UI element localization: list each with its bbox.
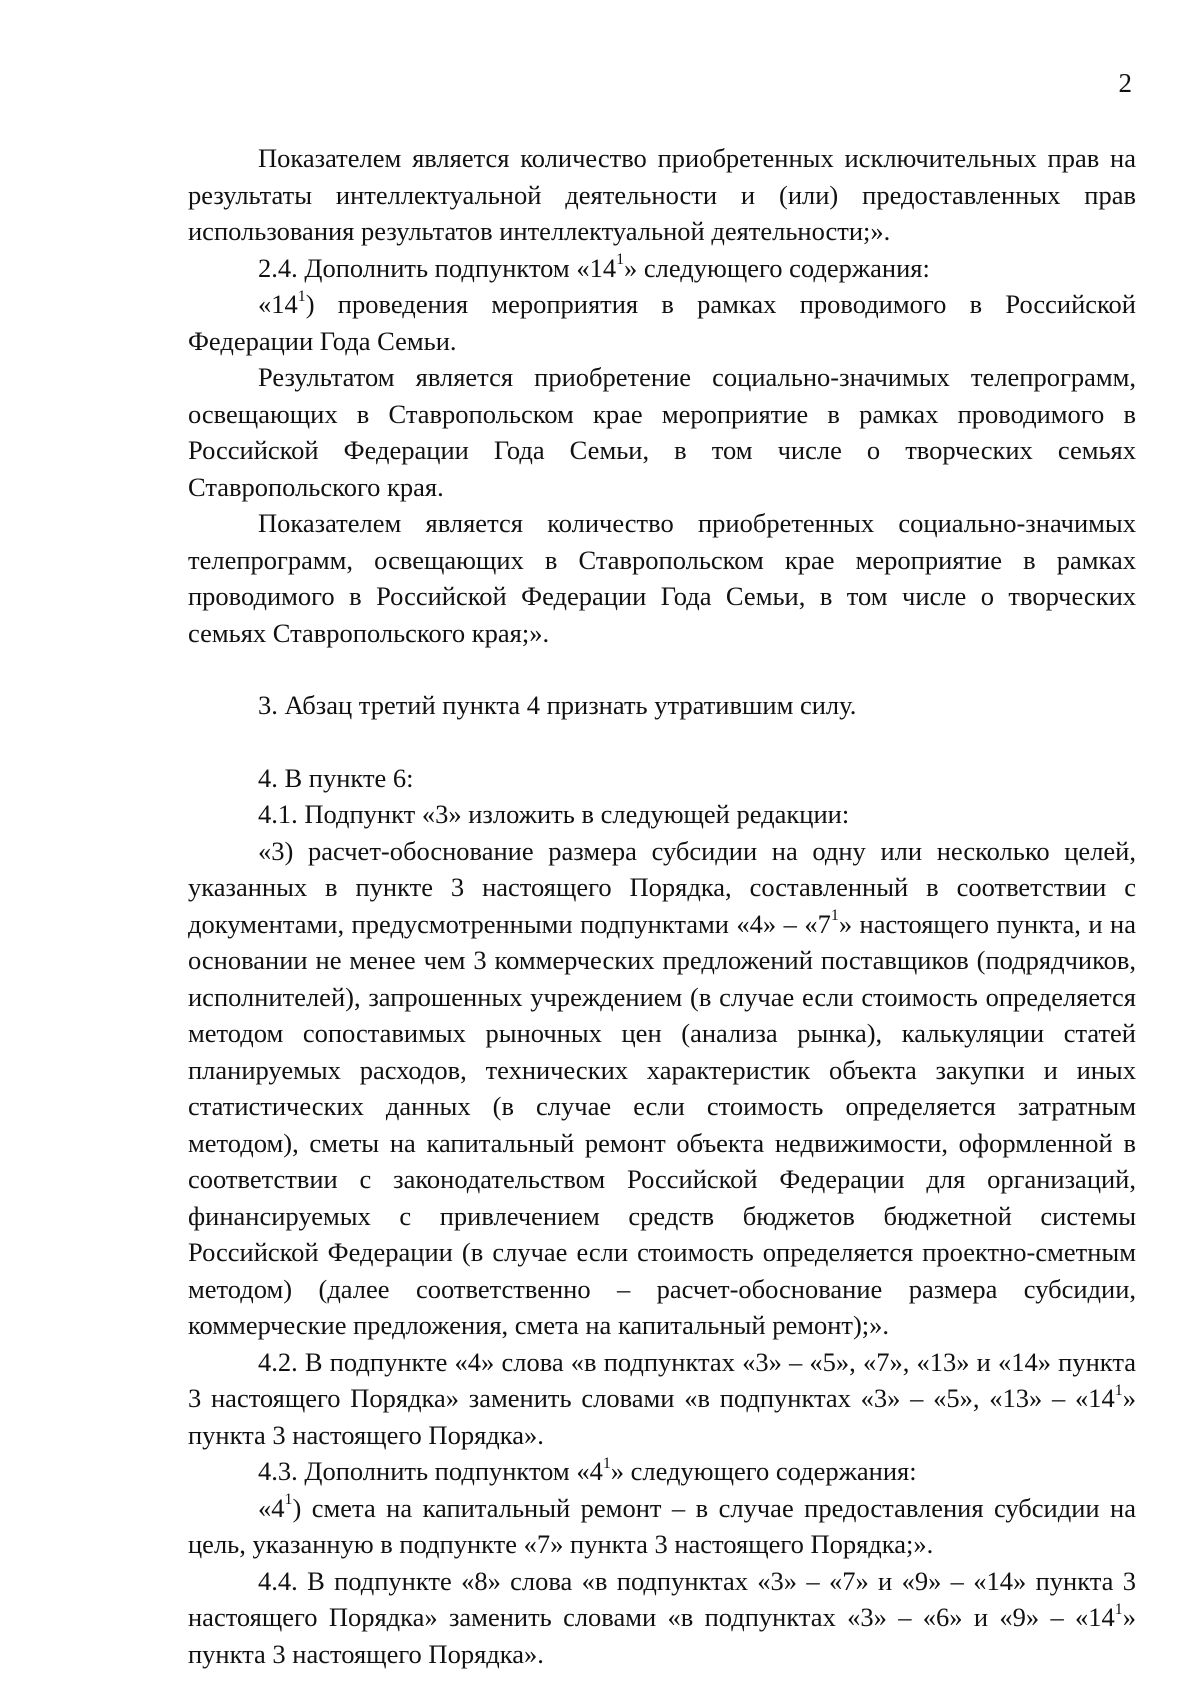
paragraph-4-1: 4.1. Подпункт «3» изложить в следующей редакции:: [258, 799, 850, 829]
paragraph-indicator-tv: Показателем является количество приобретенных социально-значимых телепрограмм, освещающих в Ставропольском крае мероприятие в рамках проводимого в Российской Федерации Года Семьи, в том числе о творческих семьях Ставропольского края;».: [188, 508, 1136, 648]
paragraph-4-2: 4.2. В подпункте «4» слова «в подпунктах «3» – «5», «7», «13» и «14» пункта 3 настоящего Порядка» заменить словами «в подпунктах «3» – «5», «13» – «$14^1$» пункта 3 настоящего Порядка».: [188, 1346, 1136, 1450]
paragraph-subpoint-4-1: «$4^1$) смета на капитальный ремонт – в случае предоставления субсидии на цель, указанную в подпункте «7» пункта 3 настоящего Порядка;».: [188, 1491, 1136, 1559]
paragraph-2-4: 2.4. Дополнить подпунктом «$14^1$» следующего содержания:: [258, 251, 930, 283]
page-number: 2: [1118, 68, 1132, 98]
paragraph-4: 4. В пункте 6:: [258, 762, 414, 793]
paragraph-subpoint-3: «3) расчет-обоснование размера субсидии на одну или несколько целей, указанных в пункте 3 настоящего Порядка, составленный в соответствии с документами, предусмотренными подпунктами «4» – «$7^1$» настоящего пункта, и на основании не менее чем 3 коммерческих предложений поставщиков (подрядчиков, исполнителей), запрошенных учреждением (в случае если стоимость определяется методом сопоставимых рыночных цен (анализа рынка), калькуляции статей планируемых расходов, технических характеристик объекта закупки и иных статистических данных (в случае если стоимость определяется затратным методом), сметы на капитальный ремонт объекта недвижимости, оформленной в соответствии с законодательством Российской Федерации для организаций, финансируемых с привлечением средств бюджетов бюджетной системы Российской Федерации (в случае если стоимость определяется проектно-сметным методом) (далее соответственно – расчет-обоснование размера субсидии, коммерческие предложения, смета на капитальный ремонт);».: [188, 835, 1136, 1340]
paragraph-14-1: «$14^1$) проведения мероприятия в рамках проводимого в Российской Федерации Года Семьи.: [188, 287, 1136, 356]
paragraph-4-4: 4.4. В подпункте «8» слова «в подпунктах «3» – «7» и «9» – «14» пункта 3 настоящего Порядка» заменить словами «в подпунктах «3» – «6» и «9» – «$14^1$» пункта 3 настоящего Порядка».: [188, 1565, 1136, 1669]
paragraph-indicator-intellectual: Показателем является количество приобретенных исключительных прав на результаты интеллектуальной деятельности и (или) предоставленных прав использования результатов интеллектуальной деятельности;».: [188, 143, 1136, 246]
paragraph-3: 3. Абзац третий пункта 4 признать утратившим силу.: [258, 690, 857, 720]
paragraph-4-3: 4.3. Дополнить подпунктом «$4^1$» следующего содержания:: [258, 1454, 917, 1486]
paragraph-result: Результатом является приобретение социально-значимых телепрограмм, освещающих в Ставропольском крае мероприятие в рамках проводимого в Российской Федерации Года Семьи, в том числе о творческих семьях Ставропольского края.: [188, 362, 1136, 502]
document-body: [188, 140, 1136, 1672]
